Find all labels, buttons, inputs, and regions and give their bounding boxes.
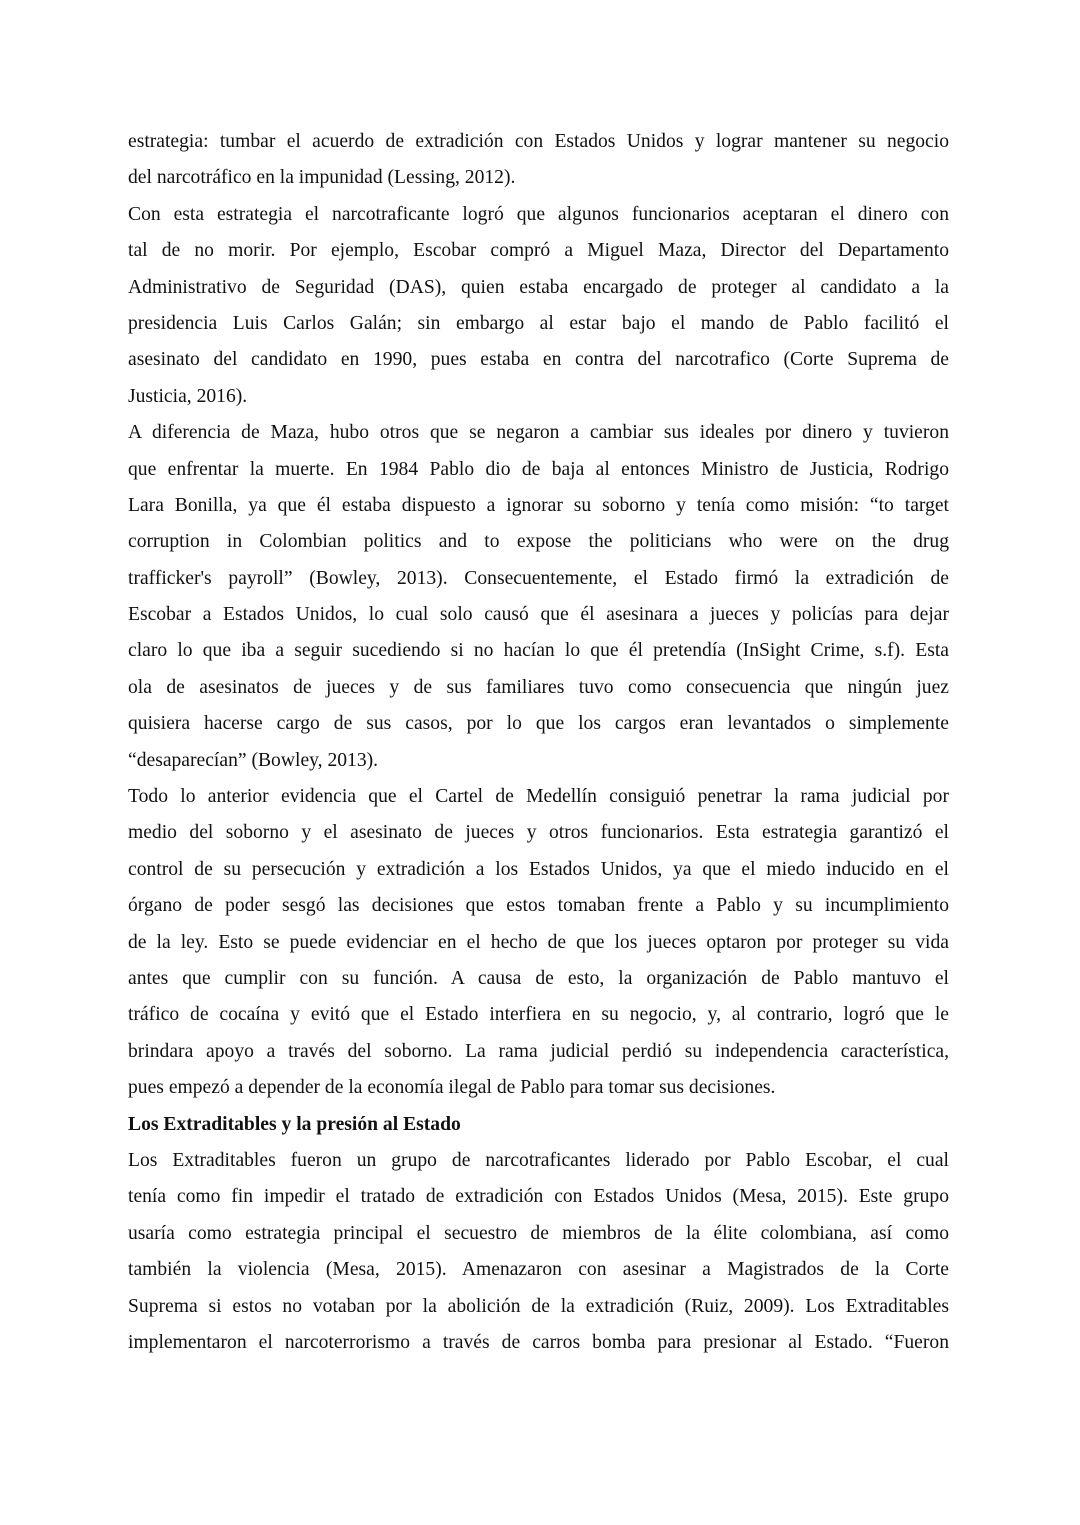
text-line: Suprema si estos no votaban por la abolición de la extradición (Ruiz, 2009). Los Extraditables bbox=[128, 1295, 949, 1317]
paragraph bbox=[128, 1143, 949, 1361]
text-line: “desaparecían” (Bowley, 2013). bbox=[128, 749, 379, 771]
paragraph bbox=[128, 415, 949, 779]
text-line: pues empezó a depender de la economía ilegal de Pablo para tomar sus decisiones. bbox=[128, 1077, 776, 1099]
text-line: tenía como fin impedir el tratado de extradición con Estados Unidos (Mesa, 2015). Este grupo bbox=[128, 1186, 949, 1208]
text-line: quisiera hacerse cargo de sus casos, por lo que los cargos eran levantados o simplemente bbox=[128, 713, 949, 735]
text-line: usaría como estrategia principal el secuestro de miembros de la élite colombiana, así como bbox=[128, 1222, 949, 1244]
text-line: implementaron el narcoterrorismo a través de carros bomba para presionar al Estado. “Fueron bbox=[128, 1331, 949, 1353]
text-line: corruption in Colombian politics and to expose the politicians who were on the drug bbox=[128, 531, 949, 553]
text-line: ola de asesinatos de jueces y de sus familiares tuvo como consecuencia que ningún juez bbox=[128, 676, 949, 698]
text-line: medio del soborno y el asesinato de jueces y otros funcionarios. Esta estrategia garantizó el bbox=[128, 822, 949, 844]
text-line: Escobar a Estados Unidos, lo cual solo causó que él asesinara a jueces y policías para dejar bbox=[128, 604, 949, 626]
heading-text: Los Extraditables y la presión al Estado bbox=[128, 1113, 461, 1135]
text-line: tráfico de cocaína y evitó que el Estado interfiera en su negocio, y, al contrario, logró que le bbox=[128, 1004, 949, 1026]
text-line: Justicia, 2016). bbox=[128, 385, 248, 407]
text-line: que enfrentar la muerte. En 1984 Pablo dio de baja al entonces Ministro de Justicia, Rodrigo bbox=[128, 458, 949, 480]
text-line: presidencia Luis Carlos Galán; sin embargo al estar bajo el mando de Pablo facilitó el bbox=[128, 312, 949, 334]
paragraph bbox=[128, 779, 949, 1107]
text-line: órgano de poder sesgó las decisiones que estos tomaban frente a Pablo y su incumplimiento bbox=[128, 895, 949, 917]
text-line: Los Extraditables fueron un grupo de narcotraficantes liderado por Pablo Escobar, el cual bbox=[128, 1149, 949, 1171]
text-line: de la ley. Esto se puede evidenciar en el hecho de que los jueces optaron por proteger su vida bbox=[128, 931, 949, 953]
text-line: Todo lo anterior evidencia que el Cartel de Medellín consiguió penetrar la rama judicial por bbox=[128, 786, 949, 808]
text-line: brindara apoyo a través del soborno. La rama judicial perdió su independencia característica, bbox=[128, 1040, 949, 1062]
text-line: asesinato del candidato en 1990, pues estaba en contra del narcotrafico (Corte Suprema de bbox=[128, 349, 949, 371]
text-line: trafficker's payroll” (Bowley, 2013). Consecuentemente, el Estado firmó la extradición de bbox=[128, 567, 949, 589]
section-heading bbox=[128, 1107, 949, 1143]
text-line: estrategia: tumbar el acuerdo de extradición con Estados Unidos y lograr mantener su negocio bbox=[128, 131, 949, 152]
text-line: tal de no morir. Por ejemplo, Escobar compró a Miguel Maza, Director del Departamento bbox=[128, 240, 949, 262]
text-line: también la violencia (Mesa, 2015). Amenazaron con asesinar a Magistrados de la Corte bbox=[128, 1259, 949, 1281]
text-line: del narcotráfico en la impunidad (Lessing, 2012). bbox=[128, 167, 516, 189]
paragraph bbox=[128, 197, 949, 415]
text-line: Lara Bonilla, ya que él estaba dispuesto a ignorar su soborno y tenía como misión: “to target bbox=[128, 494, 949, 516]
text-line: claro lo que iba a seguir sucediendo si no hacían lo que él pretendía (InSight Crime, s.f). Esta bbox=[128, 640, 949, 662]
text-line: Administrativo de Seguridad (DAS), quien estaba encargado de proteger al candidato a la bbox=[128, 276, 949, 298]
text-line: Con esta estrategia el narcotraficante logró que algunos funcionarios aceptaran el dinero con bbox=[128, 203, 949, 225]
text-line: antes que cumplir con su función. A causa de esto, la organización de Pablo mantuvo el bbox=[128, 967, 949, 989]
text-line: control de su persecución y extradición a los Estados Unidos, ya que el miedo inducido en el bbox=[128, 858, 949, 880]
text-line: A diferencia de Maza, hubo otros que se negaron a cambiar sus ideales por dinero y tuvieron bbox=[128, 422, 949, 444]
document-page bbox=[128, 124, 949, 1361]
paragraph bbox=[128, 124, 949, 197]
